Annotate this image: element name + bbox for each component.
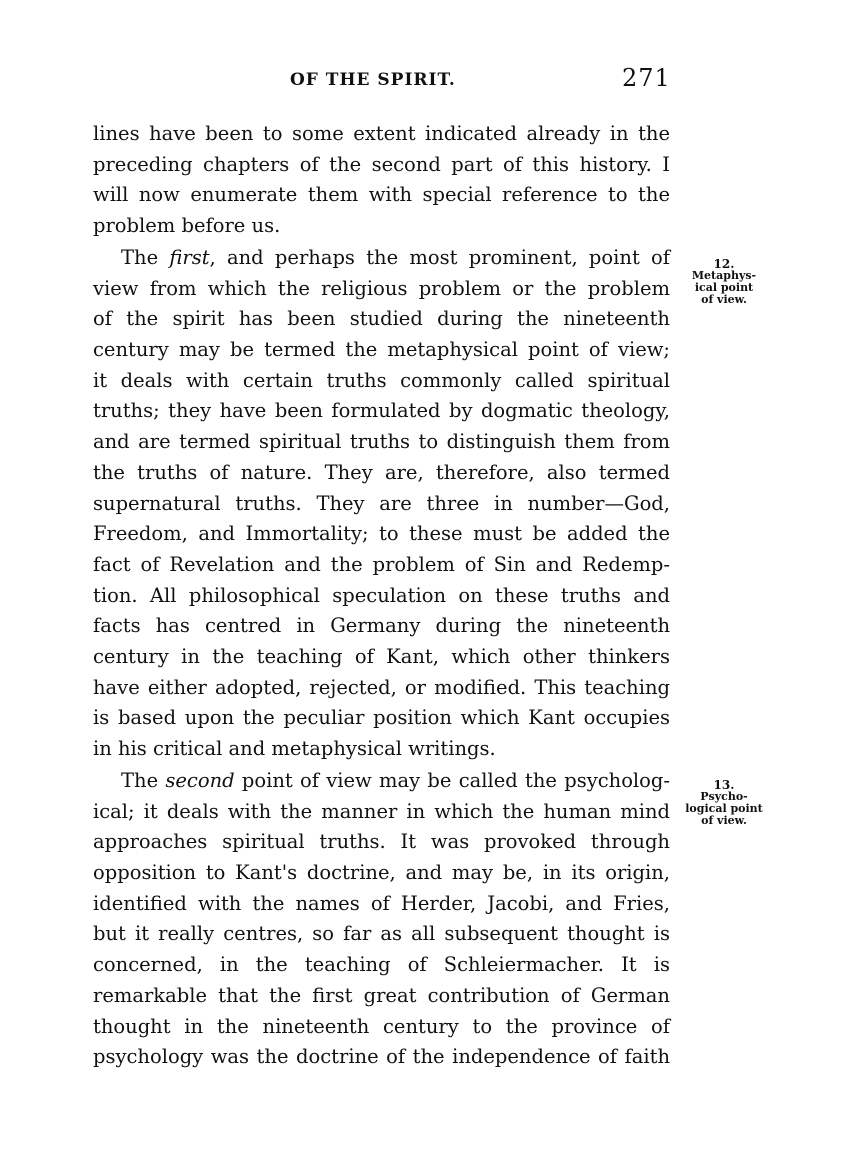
text-line: is based upon the peculiar position which Kant occupies [93,706,670,730]
text-line: lines have been to some extent indicated already in the [93,122,670,145]
text-line: preceding chapters of the second part of this history. I [93,152,670,176]
margin-note-line: logical point [685,802,763,815]
text-line: approaches spiritual truths. It was provoked through [93,830,670,854]
text-line: the truths of nature. They are, therefore, also termed [93,460,670,484]
paragraph-continuation [93,119,670,242]
text-line: ical; it deals with the manner in which the human mind [93,799,670,823]
text-line: have either adopted, rejected, or modified. This teaching [93,675,670,699]
text-line: truths; they have been formulated by dogmatic theology, [93,399,670,423]
margin-note-psychological [674,779,774,827]
emphasis-word: first [169,246,210,269]
text-line: thought in the nineteenth century to the province of [93,1014,670,1038]
margin-note-line: of view. [701,814,747,827]
text-line-first [93,243,670,274]
text-line: century may be termed the metaphysical point of view; [93,338,670,362]
text-line: it deals with certain truths commonly called spiritual [93,368,670,392]
text-line: view from which the religious problem or the problem [93,276,670,300]
text-line: concerned, in the teaching of Schleiermacher. It is [93,953,670,977]
text-line: but it really centres, so far as all subsequent thought is [93,922,670,946]
paragraph-lead: The [121,246,170,269]
margin-note-line: ical point [694,281,754,294]
text-line-rest: point of view may be called the psycholog- [234,769,670,792]
text-line: will now enumerate them with special reference to the [93,183,670,207]
text-line: of the spirit has been studied during the nineteenth [93,307,670,331]
paragraph-metaphysical [93,243,670,765]
text-line: fact of Revelation and the problem of Sin and Redemp- [93,552,670,576]
text-line-rest: , and perhaps the most prominent, point of [209,246,671,269]
running-title: OF THE SPIRIT. [290,70,456,90]
margin-note-metaphysical [674,258,774,306]
emphasis-word: second [165,769,235,792]
page-number: 271 [622,64,671,92]
text-line: supernatural truths. They are three in number—God, [93,491,670,515]
text-line: in his critical and metaphysical writings. [93,737,496,760]
text-line: facts has centred in Germany during the nineteenth [93,614,670,638]
text-line-first [93,766,670,797]
margin-note-line: Psycho- [700,790,748,803]
text-line: remarkable that the first great contribution of German [93,983,670,1007]
margin-note-number: 13. [713,778,735,792]
text-line: identified with the names of Herder, Jacobi, and Fries, [93,891,670,915]
text-line: century in the teaching of Kant, which other thinkers [93,644,670,668]
paragraph-psychological [93,766,670,1073]
paragraph-lead: The [121,769,166,792]
margin-note-line: Metaphys- [691,269,757,282]
text-line: opposition to Kant's doctrine, and may be, in its origin, [93,861,670,885]
text-line: tion. All philosophical speculation on these truths and [93,583,670,607]
text-line: and are termed spiritual truths to distinguish them from [93,430,670,454]
text-line: psychology was the doctrine of the independence of faith [93,1045,670,1069]
margin-note-line: of view. [701,293,747,306]
text-line: Freedom, and Immortality; to these must be added the [93,522,670,546]
text-line: problem before us. [93,214,281,238]
margin-note-number: 12. [713,257,735,271]
